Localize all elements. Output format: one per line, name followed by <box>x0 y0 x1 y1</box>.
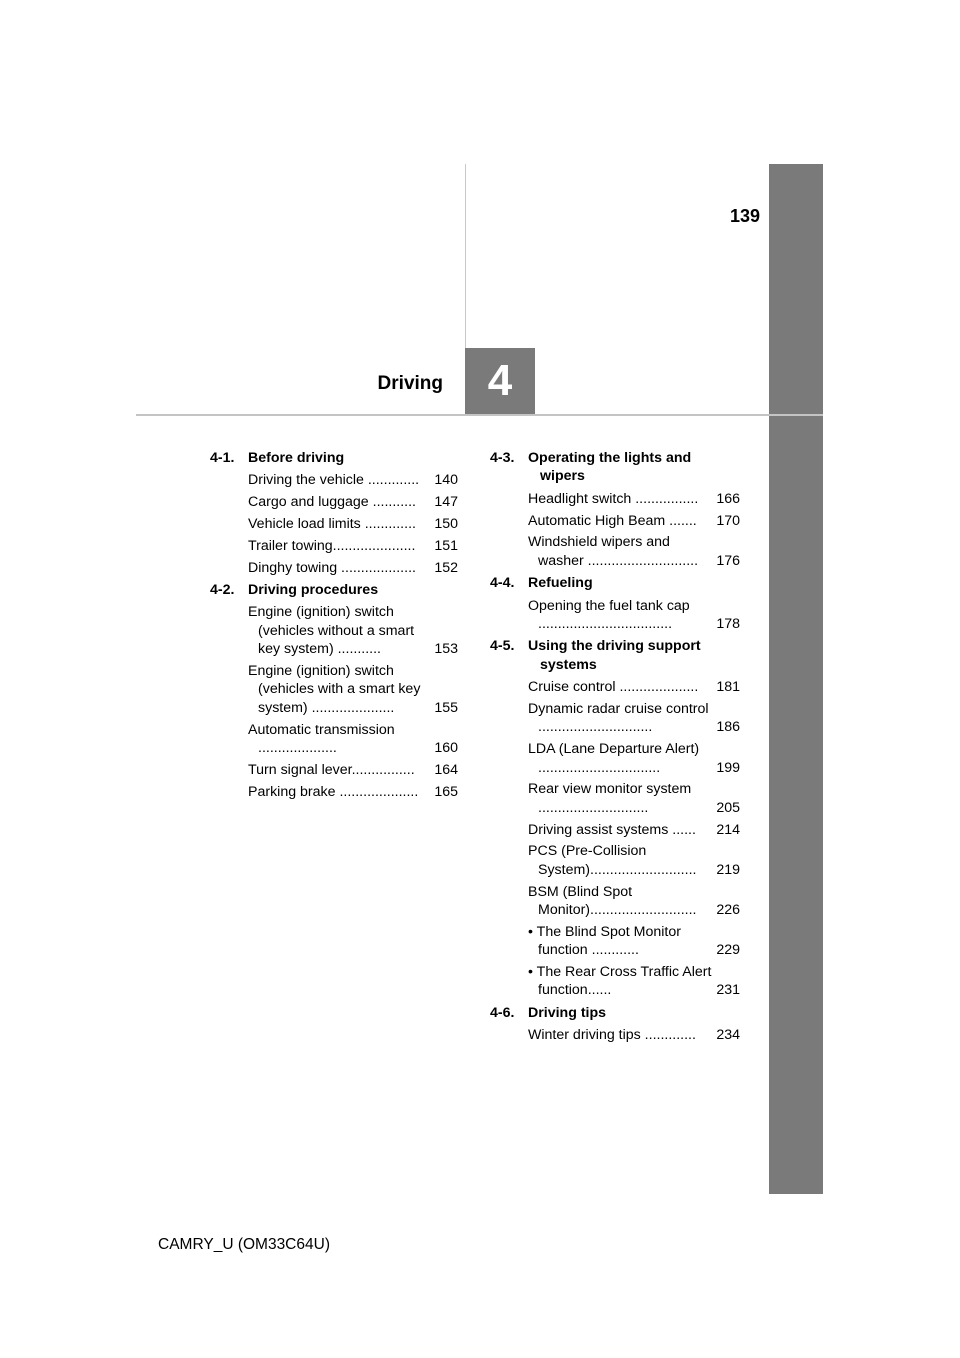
entry-page: 165 <box>434 783 458 800</box>
entry-page: 178 <box>716 616 740 633</box>
section-title: Driving procedures <box>248 582 379 598</box>
entry-text: Opening the fuel tank cap .................................. <box>528 597 690 633</box>
section-number: 4-5. <box>490 638 515 655</box>
footer-model-code: CAMRY_U (OM33C64U) <box>158 1236 330 1253</box>
entry-page: 181 <box>716 679 740 696</box>
section-number: 4-6. <box>490 1004 515 1021</box>
toc-entry[interactable] <box>248 761 458 779</box>
entry-page: 140 <box>434 472 458 489</box>
entry-text: BSM (Blind Spot Monitor)........................... <box>528 883 697 919</box>
entry-text: Dinghy towing ................... <box>248 559 416 576</box>
toc-section[interactable] <box>490 574 740 592</box>
entry-text: Engine (ignition) switch (vehicles with a smart key system) ..................... <box>248 663 421 716</box>
entry-text: Parking brake .................... <box>248 783 419 800</box>
entry-text: • The Rear Cross Traffic Alert function...... <box>528 964 712 999</box>
chapter-number: 4 <box>487 356 513 405</box>
toc-entry[interactable] <box>528 883 740 920</box>
entry-text: Headlight switch ................ <box>528 490 699 507</box>
entry-page: 214 <box>716 821 740 838</box>
section-title: Using the driving support systems <box>528 638 701 673</box>
toc-entry[interactable] <box>528 597 740 634</box>
entry-page: 160 <box>434 740 458 757</box>
toc-section[interactable] <box>210 449 458 467</box>
chapter-title: Driving <box>377 373 443 394</box>
toc-section[interactable] <box>210 581 458 599</box>
toc-section[interactable] <box>490 637 740 674</box>
chapter-number-box <box>465 348 535 414</box>
entry-page: 164 <box>434 761 458 778</box>
section-title: Operating the lights and wipers <box>528 450 692 485</box>
entry-page: 186 <box>716 719 740 736</box>
section-title: Before driving <box>248 450 345 466</box>
entry-text: Dynamic radar cruise control ............................. <box>528 701 709 736</box>
toc-entry[interactable] <box>248 471 458 489</box>
toc-section[interactable] <box>490 1004 740 1022</box>
entry-page: 170 <box>716 512 740 529</box>
toc-entry[interactable] <box>528 533 740 570</box>
toc-entry[interactable] <box>248 559 458 577</box>
entry-page: 151 <box>434 537 458 554</box>
entry-page: 219 <box>716 861 740 878</box>
entry-page: 176 <box>716 552 740 569</box>
toc-entry[interactable] <box>528 740 740 777</box>
toc-entry[interactable] <box>528 963 740 1000</box>
entry-text: Automatic transmission .................... <box>248 721 395 757</box>
toc-left-column <box>210 449 458 804</box>
toc-entry[interactable] <box>248 662 458 717</box>
section-number: 4-2. <box>210 582 235 598</box>
toc-entry[interactable] <box>528 821 740 839</box>
section-title: Driving tips <box>528 1004 607 1021</box>
entry-page: 229 <box>716 942 740 959</box>
entry-text: Winter driving tips ............. <box>528 1027 696 1044</box>
section-number: 4-3. <box>490 450 515 466</box>
entry-text: Turn signal lever................ <box>248 761 415 778</box>
toc-entry[interactable] <box>528 678 740 696</box>
section-number: 4-1. <box>210 450 235 466</box>
toc-entry[interactable] <box>248 721 458 758</box>
section-number: 4-4. <box>490 575 515 592</box>
toc-right-column <box>490 449 740 1048</box>
entry-page: 166 <box>716 490 740 507</box>
entry-text: • The Blind Spot Monitor function ............ <box>528 923 681 959</box>
entry-text: Engine (ignition) switch (vehicles without a smart key system) ........... <box>248 604 415 658</box>
toc-entry[interactable] <box>248 537 458 555</box>
entry-text: Driving assist systems ...... <box>528 821 696 838</box>
entry-text: Cruise control .................... <box>528 679 699 696</box>
section-title: Refueling <box>528 575 593 592</box>
toc-entry[interactable] <box>528 512 740 530</box>
toc-entry[interactable] <box>248 493 458 511</box>
entry-text: Cargo and luggage ........... <box>248 494 416 511</box>
toc-entry[interactable] <box>528 780 740 817</box>
entry-page: 153 <box>434 641 458 658</box>
entry-page: 205 <box>716 799 740 816</box>
entry-page: 234 <box>716 1027 740 1044</box>
toc-entry[interactable] <box>528 490 740 508</box>
page-number: 139 <box>729 206 760 226</box>
entry-text: Vehicle load limits ............. <box>248 516 416 532</box>
toc-section[interactable] <box>490 449 740 486</box>
entry-page: 152 <box>434 559 458 576</box>
toc-entry[interactable] <box>528 700 740 737</box>
entry-text: Rear view monitor system ............................ <box>528 781 692 816</box>
entry-text: Automatic High Beam ....... <box>528 512 697 529</box>
entry-text: Windshield wipers and washer ............................ <box>528 534 699 569</box>
entry-page: 150 <box>434 516 458 532</box>
toc-entry[interactable] <box>248 603 458 658</box>
toc-entry[interactable] <box>528 1026 740 1044</box>
entry-page: 147 <box>434 494 458 511</box>
header-horizontal-rule <box>136 414 823 416</box>
chapter-sidebar-tab <box>769 164 823 1194</box>
entry-page: 226 <box>716 902 740 919</box>
entry-page: 155 <box>434 699 458 716</box>
entry-text: Trailer towing..................... <box>248 537 416 554</box>
toc-entry[interactable] <box>248 515 458 533</box>
header-vertical-rule <box>465 164 466 350</box>
toc-entry[interactable] <box>528 923 740 960</box>
entry-text: PCS (Pre-Collision System)........................... <box>528 843 697 878</box>
entry-page: 231 <box>716 982 740 999</box>
toc-entry[interactable] <box>248 783 458 801</box>
toc-entry[interactable] <box>528 842 740 879</box>
entry-text: Driving the vehicle ............. <box>248 472 420 489</box>
entry-text: LDA (Lane Departure Alert) ............................... <box>528 741 700 776</box>
entry-page: 199 <box>716 759 740 776</box>
